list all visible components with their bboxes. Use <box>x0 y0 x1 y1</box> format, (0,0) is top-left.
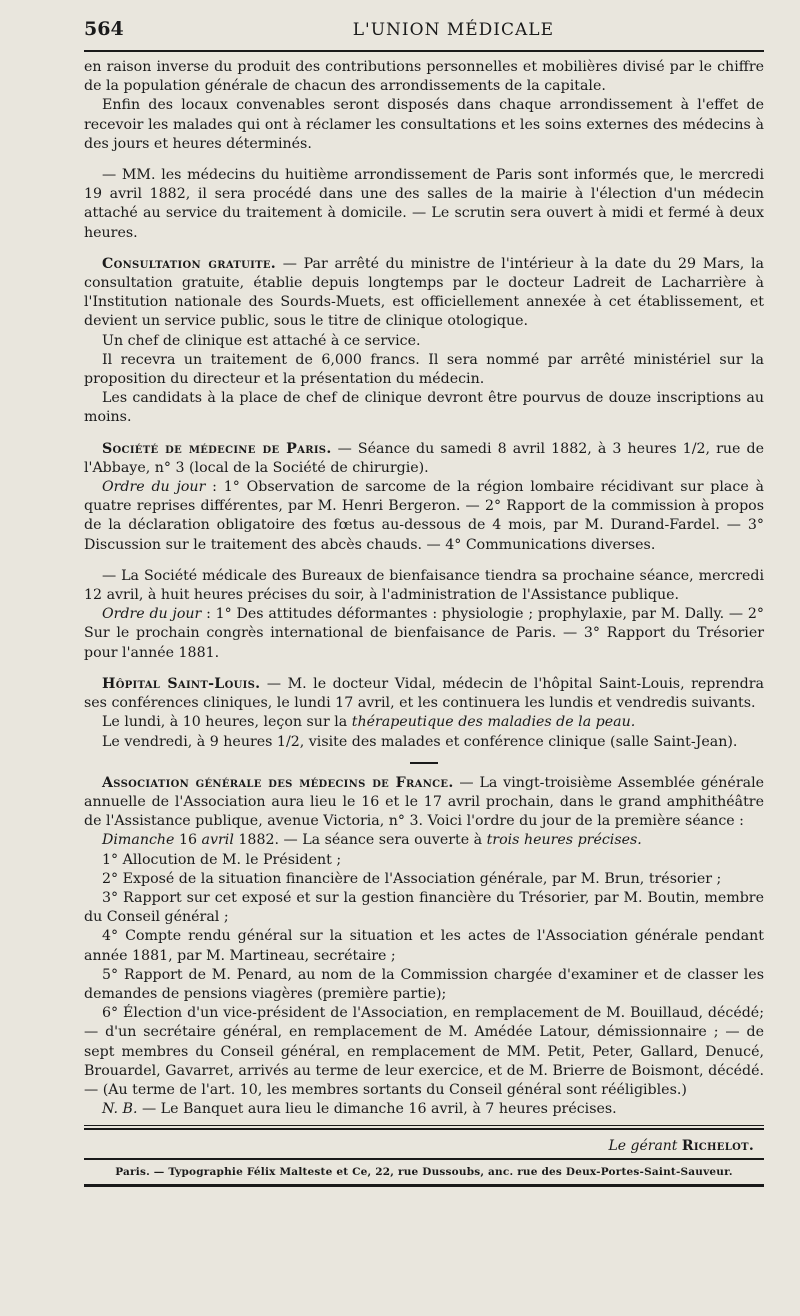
paragraph-consultation-gratuite: Consultation gratuite. — Par arrêté du ministre de l'intérieur à la date du 29 Mars, la consultation gratuite, établie depuis longtemps par le docteur Ladreit de Lacharrière à l'Institution nationale des Sourds-Muets, est officiellement annexée à cet établissement, et devient un service public, sous le titre de clinique otologique. <box>84 255 764 330</box>
paragraph: Dimanche 16 avril 1882. — La séance sera ouverte à trois heures précises. <box>102 832 642 849</box>
paragraph: en raison inverse du produit des contributions personnelles et mobilières divisé par le chiffre de la population générale de chacun des arrondissements de la capitale. <box>84 59 764 95</box>
section-separator <box>84 752 764 774</box>
agenda-item: 6° Élection d'un vice-président de l'Association, en remplacement de M. Bouillaud, décédé; — d'un secrétaire général, en remplacement de M. Amédée Latour, démissionnaire ; — de sept membres du Conseil général, en remplacement de MM. Petit, Peter, Gallard, Denucé, Brouardel, Gavarret, arrivés au terme de leur exercice, et de M. Brierre de Boismont, décédé. — (Au terme de l'art. 10, les membres sortants du Conseil général sont rééligibles.) <box>84 1005 764 1098</box>
page-header <box>84 18 764 48</box>
agenda-item: 1° Allocution de M. le Président ; <box>102 851 342 868</box>
paragraph: Le lundi, à 10 heures, leçon sur la thérapeutique des maladies de la peau. <box>102 714 636 731</box>
section-title: Hôpital Saint-Louis. <box>102 675 261 692</box>
section-title: Société de médecine de Paris. <box>102 440 332 457</box>
header-rule <box>84 50 764 52</box>
paragraph-societe-medecine: Société de médecine de Paris. — Séance du samedi 8 avril 1882, à 3 heures 1/2, rue de l'Abbaye, n° 3 (local de la Société de chirurgie). <box>84 440 764 476</box>
agenda-item: 5° Rapport de M. Penard, au nom de la Commission chargée d'examiner et de classer les demandes de pensions viagères (première partie); <box>84 966 764 1002</box>
agenda-item: 4° Compte rendu général sur la situation et les actes de l'Association générale pendant année 1881, par M. Martineau, secrétaire ; <box>84 928 764 964</box>
paragraph-ordre-du-jour: Ordre du jour : 1° Des attitudes déformantes : physiologie ; prophylaxie, par M. Dally. — 2° Sur le prochain congrès international de bienfaisance de Paris. — 3° Rapport du Trésorier pour l'année 1881. <box>84 606 765 661</box>
paragraph-association-generale: Association générale des médecins de France. — La vingt-troisième Assemblée générale annuelle de l'Association aura lieu le 16 et le 17 avril prochain, dans le grand amphithéâtre de l'Assistance publique, avenue Victoria, n° 3. Voici l'ordre du jour de la première séance : <box>84 774 765 830</box>
section-title: Consultation gratuite. <box>102 255 277 272</box>
agenda-item: 2° Exposé de la situation financière de l'Association générale, par M. Brun, trésorier ; <box>102 870 722 887</box>
paragraph: Un chef de clinique est attaché à ce service. <box>102 332 421 349</box>
paragraph: Le vendredi, à 9 heures 1/2, visite des malades et conférence clinique (salle Saint-Jean). <box>102 733 738 750</box>
note-banquet: N. B. — Le Banquet aura lieu le dimanche 16 avril, à 7 heures précises. <box>102 1101 617 1118</box>
paragraph: Les candidats à la place de chef de clinique devront être pourvus de douze inscriptions au moins. <box>84 390 764 426</box>
paragraph: Il recevra un traitement de 6,000 francs. Il sera nommé par arrêté ministériel sur la proposition du directeur et la présentation du médecin. <box>84 351 764 388</box>
signature: Le gérant Richelot. <box>608 1138 754 1155</box>
bottom-rule <box>84 1184 764 1187</box>
section-title: Association générale des médecins de France. <box>102 774 454 791</box>
paragraph-bureaux-bienfaisance: — La Société médicale des Bureaux de bienfaisance tiendra sa prochaine séance, mercredi 12 avril, à huit heures précises du soir, à l'administration de l'Assistance publique. <box>84 567 764 604</box>
paragraph-ordre-du-jour: Ordre du jour : 1° Observation de sarcome de la région lombaire récidivant sur place à quatre reprises différentes, par M. Henri Bergeron. — 2° Rapport de la commission à propos de la déclaration obligatoire des fœtus au-dessous de 4 mois, par M. Durand-Fardel. — 3° Discussion sur le traitement des abcès chauds. — 4° Communications diverses. <box>84 479 764 553</box>
paragraph-eighth-arrondissement: — MM. les médecins du huitième arrondissement de Paris sont informés que, le mercredi 19 avril 1882, il sera procédé dans une des salles de la mairie à l'élection d'un médecin attaché au service du traitement à domicile. — Le scrutin sera ouvert à midi et fermé à deux heures. <box>84 167 764 241</box>
paragraph: Enfin des locaux convenables seront disposés dans chaque arrondissement à l'effet de recevoir les malades qui ont à réclamer les consultations et les soins externes des médecins à des jours et heures déterminés. <box>84 97 764 152</box>
agenda-item: 3° Rapport sur cet exposé et sur la gestion financière du Trésorier, par M. Boutin, membre du Conseil général ; <box>84 889 764 926</box>
running-title: L'UNION MÉDICALE <box>352 20 554 40</box>
end-rule <box>84 1125 764 1126</box>
paragraph-hopital-saint-louis: Hôpital Saint-Louis. — M. le docteur Vidal, médecin de l'hôpital Saint-Louis, reprendra ses conférences cliniques, le lundi 17 avril, et les continuera les lundis et vendredis suivants. <box>84 675 764 712</box>
printer-imprint: Paris. — Typographie Félix Malteste et Ce, 22, rue Dussoubs, anc. rue des Deux-Portes-Saint-Sauveur. <box>84 1158 764 1178</box>
page-number: 564 <box>84 18 124 40</box>
